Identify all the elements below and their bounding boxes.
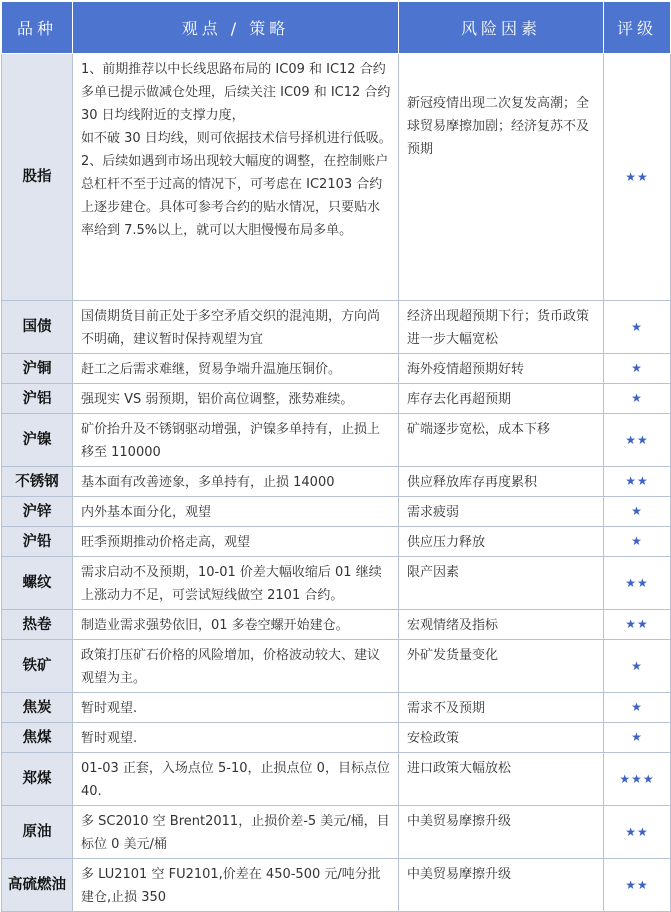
view-paragraph: 多 SC2010 空 Brent2011，止损价差-5 美元/桶，目标位 0 美元/桶 (81, 814, 390, 852)
rating-stars: ★ (604, 497, 671, 527)
view-paragraph: 1、前期推荐以中长线思路布局的 IC09 和 IC12 合约多单已提示做减仓处理，后续关注 IC09 和 IC12 合约 30 日均线附近的支撑力度， (81, 62, 391, 123)
view-paragraph: 01-03 正套，入场点位 5-10，止损点位 0，目标点位 40. (81, 761, 390, 799)
view-paragraph: 国债期货目前正处于多空矛盾交织的混沌期，方向尚不明确，建议暂时保持观望为宜 (81, 309, 381, 347)
variety-name: 沪铅 (2, 527, 73, 557)
view-paragraph: 多 LU2101 空 FU2101,价差在 450-500 元/吨分批建仓,止损 350 (81, 867, 381, 905)
view-cell (73, 753, 399, 806)
rating-stars: ★ (604, 693, 671, 723)
variety-name: 原油 (2, 806, 73, 859)
variety-name: 郑煤 (2, 753, 73, 806)
table-row (2, 640, 671, 693)
table-row (2, 497, 671, 527)
header-variety: 品种 (2, 2, 73, 54)
view-paragraph: 强现实 VS 弱预期，铝价高位调整，涨势难续。 (81, 392, 354, 407)
view-cell (73, 414, 399, 467)
view-cell (73, 354, 399, 384)
variety-name: 沪铜 (2, 354, 73, 384)
risk-cell: 经济出现超预期下行；货币政策进一步大幅宽松 (399, 301, 604, 354)
risk-cell: 外矿发货量变化 (399, 640, 604, 693)
table-row (2, 753, 671, 806)
view-paragraph: 暂时观望. (81, 731, 138, 746)
view-cell (73, 693, 399, 723)
view-cell (73, 640, 399, 693)
view-cell (73, 384, 399, 414)
header-row (2, 2, 671, 54)
rating-stars: ★★ (604, 859, 671, 912)
view-paragraph: 2、后续如遇到市场出现较大幅度的调整，在控制账户总杠杆不至于过高的情况下，可考虑在 IC2103 合约上逐步建仓。具体可参考合约的贴水情况，只要贴水率给到 7.5%以上，就可以大胆慢慢布局多单。 (81, 154, 389, 238)
view-cell (73, 497, 399, 527)
risk-cell: 中美贸易摩擦升级 (399, 859, 604, 912)
header-risk: 风险因素 (399, 2, 604, 54)
view-cell (73, 527, 399, 557)
view-paragraph: 内外基本面分化，观望 (81, 505, 212, 520)
rating-stars: ★ (604, 301, 671, 354)
table-row (2, 301, 671, 354)
table-row (2, 414, 671, 467)
risk-cell: 供应压力释放 (399, 527, 604, 557)
view-paragraph: 需求启动不及预期，10-01 价差大幅收缩后 01 继续上涨动力不足，可尝试短线做空 2101 合约。 (81, 565, 382, 603)
risk-cell: 宏观情绪及指标 (399, 610, 604, 640)
risk-cell: 海外疫情超预期好转 (399, 354, 604, 384)
rating-stars: ★★★ (604, 753, 671, 806)
rating-stars: ★ (604, 384, 671, 414)
view-paragraph: 政策打压矿石价格的风险增加，价格波动较大、建议观望为主。 (81, 648, 381, 686)
view-cell (73, 723, 399, 753)
variety-name: 股指 (2, 54, 73, 301)
header-view: 观点 / 策略 (73, 2, 399, 54)
table-row (2, 806, 671, 859)
variety-name: 沪锌 (2, 497, 73, 527)
risk-cell: 中美贸易摩擦升级 (399, 806, 604, 859)
rating-stars: ★★ (604, 806, 671, 859)
rating-stars: ★ (604, 640, 671, 693)
risk-cell: 需求疲弱 (399, 497, 604, 527)
rating-stars: ★ (604, 723, 671, 753)
view-paragraph: 旺季预期推动价格走高，观望 (81, 535, 251, 550)
table-row (2, 610, 671, 640)
rating-stars: ★★ (604, 54, 671, 301)
risk-cell: 新冠疫情出现二次复发高潮；全球贸易摩擦加剧；经济复苏不及预期 (399, 54, 604, 301)
risk-cell: 库存去化再超预期 (399, 384, 604, 414)
view-cell (73, 557, 399, 610)
risk-cell: 供应释放库存再度累积 (399, 467, 604, 497)
risk-cell: 进口政策大幅放松 (399, 753, 604, 806)
table-row (2, 354, 671, 384)
view-cell (73, 301, 399, 354)
variety-name: 铁矿 (2, 640, 73, 693)
rating-stars: ★★ (604, 414, 671, 467)
variety-name: 焦煤 (2, 723, 73, 753)
variety-name: 高硫燃油 (2, 859, 73, 912)
view-paragraph: 赶工之后需求难继，贸易争端升温施压铜价。 (81, 362, 342, 377)
view-paragraph: 矿价抬升及不锈钢驱动增强，沪镍多单持有，止损上移至 110000 (81, 422, 381, 460)
rating-stars: ★ (604, 354, 671, 384)
rating-stars: ★★ (604, 610, 671, 640)
variety-name: 不锈钢 (2, 467, 73, 497)
rating-stars: ★★ (604, 467, 671, 497)
table-row (2, 54, 671, 301)
table-row (2, 384, 671, 414)
table-row (2, 723, 671, 753)
variety-name: 热卷 (2, 610, 73, 640)
variety-name: 沪镍 (2, 414, 73, 467)
view-cell (73, 806, 399, 859)
view-cell (73, 54, 399, 301)
table-row (2, 527, 671, 557)
variety-name: 焦炭 (2, 693, 73, 723)
table-row (2, 693, 671, 723)
table-row (2, 557, 671, 610)
header-rating: 评级 (604, 2, 671, 54)
strategy-table (1, 1, 671, 912)
view-paragraph: 暂时观望. (81, 701, 138, 716)
rating-stars: ★ (604, 527, 671, 557)
variety-name: 螺纹 (2, 557, 73, 610)
table-body (2, 54, 671, 912)
risk-cell: 矿端逐步宽松，成本下移 (399, 414, 604, 467)
view-cell (73, 467, 399, 497)
table-row (2, 467, 671, 497)
risk-cell: 限产因素 (399, 557, 604, 610)
variety-name: 沪铝 (2, 384, 73, 414)
view-cell (73, 859, 399, 912)
table-row (2, 859, 671, 912)
risk-cell: 需求不及预期 (399, 693, 604, 723)
view-cell (73, 610, 399, 640)
risk-cell: 安检政策 (399, 723, 604, 753)
rating-stars: ★★ (604, 557, 671, 610)
variety-name: 国债 (2, 301, 73, 354)
view-paragraph: 如不破 30 日均线，则可依据技术信号择机进行低吸。 (81, 131, 392, 146)
view-paragraph: 制造业需求强势依旧，01 多卷空螺开始建仓。 (81, 618, 349, 633)
view-paragraph: 基本面有改善迹象，多单持有，止损 14000 (81, 475, 335, 490)
